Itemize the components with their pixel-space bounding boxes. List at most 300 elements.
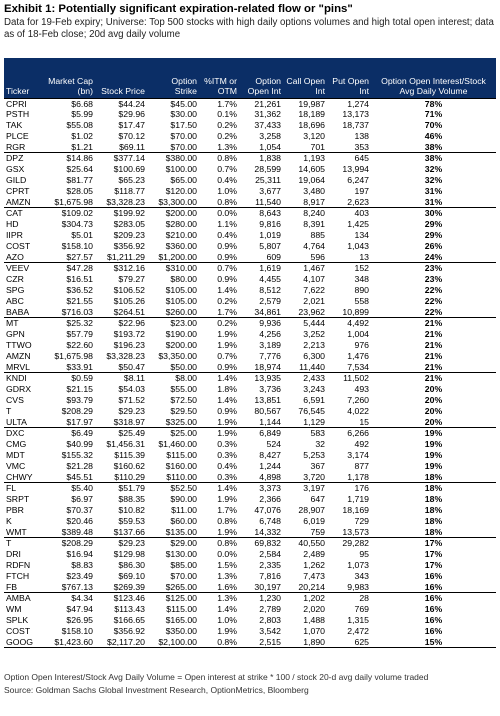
call-open-int-cell: 32 bbox=[315, 439, 325, 450]
put-open-int-cell: 1,476 bbox=[347, 350, 369, 361]
oi-volume-ratio-cell: 70% bbox=[424, 120, 443, 131]
call-open-int-cell: 11,440 bbox=[299, 361, 325, 372]
call-open-int-cell: 18,696 bbox=[298, 120, 325, 131]
market-cap-cell: $158.10 bbox=[61, 240, 93, 251]
market-cap-cell: $767.13 bbox=[61, 581, 93, 592]
oi-volume-ratio-cell: 18% bbox=[424, 494, 443, 505]
market-cap-cell: $208.29 bbox=[61, 405, 93, 416]
option-open-int-cell: 6,748 bbox=[259, 515, 281, 526]
put-open-int-cell: 13,573 bbox=[342, 526, 369, 537]
ticker-cell: CHWY bbox=[6, 471, 33, 482]
stock-price-cell: $356.92 bbox=[113, 625, 145, 636]
stock-price-cell: $269.39 bbox=[113, 581, 145, 592]
table-row bbox=[4, 296, 496, 307]
market-cap-cell: $6.68 bbox=[42, 98, 95, 109]
itm-otm-cell: 1.7% bbox=[199, 98, 239, 109]
put-open-int-cell: 13 bbox=[359, 251, 369, 262]
ticker-cell: PSTH bbox=[6, 109, 30, 120]
itm-otm-cell: 1.0% bbox=[217, 185, 237, 196]
table-row bbox=[4, 483, 496, 494]
table-row bbox=[4, 208, 496, 219]
option-open-int-cell: 14,332 bbox=[254, 526, 281, 537]
oi-volume-ratio-cell: 18% bbox=[424, 515, 443, 526]
market-cap-cell: $70.37 bbox=[66, 505, 93, 516]
stock-price-cell: $70.12 bbox=[118, 131, 145, 141]
oi-volume-ratio-cell: 19% bbox=[424, 450, 443, 461]
put-open-int-cell: 729 bbox=[354, 515, 369, 526]
option-strike-cell: $1,200.00 bbox=[158, 251, 197, 262]
table-row bbox=[4, 516, 496, 527]
option-open-int-cell: 2,579 bbox=[259, 295, 281, 306]
table-row bbox=[4, 505, 496, 516]
option-strike-cell: $310.00 bbox=[147, 263, 199, 274]
option-open-int-cell: 1,054 bbox=[259, 141, 281, 152]
market-cap-cell: $25.32 bbox=[42, 318, 95, 329]
market-cap-cell: $1,675.98 bbox=[54, 196, 93, 207]
itm-otm-cell: 0.2% bbox=[217, 120, 237, 131]
table-row bbox=[4, 351, 496, 362]
market-cap-cell: $23.49 bbox=[66, 570, 93, 581]
oi-volume-ratio-cell: 21% bbox=[371, 318, 496, 329]
ticker-cell: HD bbox=[6, 219, 19, 230]
header-cell: Stock Price bbox=[95, 58, 147, 98]
market-cap-cell: $21.15 bbox=[66, 384, 93, 395]
itm-otm-cell: 1.4% bbox=[217, 285, 237, 296]
market-cap-cell: $304.73 bbox=[61, 219, 93, 230]
put-open-int-cell: 3,174 bbox=[347, 450, 369, 461]
put-open-int-cell: 4,492 bbox=[327, 318, 371, 329]
oi-volume-ratio-cell: 23% bbox=[424, 274, 443, 285]
stock-price-cell: $44.24 bbox=[95, 98, 147, 109]
ticker-cell: WMT bbox=[6, 526, 27, 537]
oi-volume-ratio-cell: 21% bbox=[424, 329, 443, 340]
table-row bbox=[4, 384, 496, 395]
put-open-int-cell: 13,173 bbox=[342, 109, 369, 120]
stock-price-cell: $29.23 bbox=[95, 538, 147, 549]
option-strike-cell: $190.00 bbox=[165, 329, 197, 340]
call-open-int-cell: 1,193 bbox=[283, 153, 327, 164]
market-cap-cell: $158.10 bbox=[61, 625, 93, 636]
table-row bbox=[4, 615, 496, 626]
put-open-int-cell: 348 bbox=[354, 274, 369, 285]
oi-volume-ratio-cell: 22% bbox=[424, 306, 443, 317]
put-open-int-cell: 15 bbox=[359, 416, 369, 427]
option-strike-cell: $70.00 bbox=[170, 570, 197, 581]
table-row bbox=[4, 186, 496, 197]
itm-otm-cell: 0.8% bbox=[217, 196, 237, 207]
header-cell: Ticker bbox=[4, 58, 42, 98]
call-open-int-cell: 2,021 bbox=[303, 295, 325, 306]
oi-volume-ratio-cell: 22% bbox=[424, 285, 443, 296]
option-open-int-cell: 37,433 bbox=[254, 120, 281, 131]
option-strike-cell: $105.00 bbox=[165, 295, 197, 306]
put-open-int-cell: 95 bbox=[359, 549, 369, 560]
ticker-cell: MRVL bbox=[6, 361, 30, 372]
market-cap-cell: $1,675.98 bbox=[54, 350, 93, 361]
ticker-cell: SPLK bbox=[6, 615, 29, 625]
put-open-int-cell: 197 bbox=[354, 185, 369, 196]
oi-volume-ratio-cell: 16% bbox=[371, 593, 496, 604]
put-open-int-cell: 493 bbox=[354, 384, 369, 395]
market-cap-cell: $16.51 bbox=[66, 274, 93, 285]
option-strike-cell: $105.00 bbox=[165, 285, 197, 296]
pins-table bbox=[4, 58, 496, 648]
call-open-int-cell: 1,890 bbox=[283, 637, 327, 648]
market-cap-cell: $47.28 bbox=[42, 263, 95, 274]
table-row bbox=[4, 549, 496, 560]
put-open-int-cell: 1,719 bbox=[347, 494, 369, 505]
option-strike-cell: $11.00 bbox=[171, 505, 197, 516]
itm-otm-cell: 0.2% bbox=[199, 318, 239, 329]
itm-otm-cell: 0.1% bbox=[217, 109, 237, 120]
itm-otm-cell: 1.4% bbox=[199, 373, 239, 384]
ticker-cell: K bbox=[6, 515, 12, 526]
call-open-int-cell: 596 bbox=[310, 251, 325, 262]
market-cap-cell: $16.94 bbox=[66, 549, 93, 560]
call-open-int-cell: 5,253 bbox=[303, 450, 325, 461]
market-cap-cell: $45.51 bbox=[66, 471, 93, 482]
ticker-cell: CPRT bbox=[6, 185, 30, 196]
oi-volume-ratio-cell: 30% bbox=[371, 208, 496, 219]
oi-volume-ratio-cell: 20% bbox=[424, 395, 443, 406]
oi-volume-ratio-cell: 26% bbox=[424, 240, 443, 251]
table-row bbox=[4, 604, 496, 615]
oi-volume-ratio-cell: 16% bbox=[424, 604, 443, 615]
table-body bbox=[4, 98, 496, 648]
itm-otm-cell: 0.0% bbox=[217, 549, 237, 560]
stock-price-cell: $25.49 bbox=[95, 428, 147, 439]
option-strike-cell: $350.00 bbox=[165, 625, 197, 636]
ticker-cell: CVS bbox=[6, 395, 24, 406]
ticker-cell: CPRI bbox=[4, 98, 42, 109]
itm-otm-cell: 0.7% bbox=[217, 164, 237, 175]
option-strike-cell: $29.50 bbox=[170, 405, 197, 416]
table-row bbox=[4, 98, 496, 109]
market-cap-cell: $5.01 bbox=[71, 230, 93, 241]
option-strike-cell: $90.00 bbox=[170, 494, 197, 505]
market-cap-cell: $81.77 bbox=[66, 175, 93, 186]
table-row bbox=[4, 285, 496, 296]
oi-volume-ratio-cell: 32% bbox=[424, 164, 443, 175]
table-row bbox=[4, 494, 496, 505]
option-strike-cell: $72.50 bbox=[170, 395, 197, 406]
put-open-int-cell: 4,022 bbox=[347, 405, 369, 416]
put-open-int-cell: 1,315 bbox=[347, 615, 369, 625]
itm-otm-cell: 0.4% bbox=[217, 460, 237, 471]
option-open-int-cell: 1,230 bbox=[239, 593, 283, 604]
stock-price-cell: $377.14 bbox=[95, 153, 147, 164]
option-open-int-cell: 2,366 bbox=[259, 494, 281, 505]
oi-volume-ratio-cell: 24% bbox=[424, 251, 443, 262]
call-open-int-cell: 7,473 bbox=[303, 570, 325, 581]
stock-price-cell: $312.16 bbox=[95, 263, 147, 274]
table-row bbox=[4, 164, 496, 175]
stock-price-cell: $123.46 bbox=[95, 593, 147, 604]
call-open-int-cell: 19,064 bbox=[298, 175, 325, 186]
option-open-int-cell: 1,838 bbox=[239, 153, 283, 164]
market-cap-cell: $389.48 bbox=[61, 526, 93, 537]
option-strike-cell: $200.00 bbox=[165, 340, 197, 351]
option-strike-cell: $380.00 bbox=[147, 153, 199, 164]
call-open-int-cell: 1,262 bbox=[303, 560, 325, 571]
header-cell: Put Open Int bbox=[327, 58, 371, 98]
oi-volume-ratio-cell: 19% bbox=[424, 460, 443, 471]
table-row bbox=[4, 461, 496, 472]
option-open-int-cell: 9,936 bbox=[239, 318, 283, 329]
option-open-int-cell: 18,974 bbox=[254, 361, 281, 372]
itm-otm-cell: 1.4% bbox=[217, 395, 237, 406]
stock-price-cell: $1,211.29 bbox=[106, 251, 145, 262]
put-open-int-cell: 645 bbox=[327, 153, 371, 164]
option-strike-cell: $1,460.00 bbox=[158, 439, 197, 450]
market-cap-cell: $6.49 bbox=[42, 428, 95, 439]
option-strike-cell: $23.00 bbox=[147, 318, 199, 329]
option-open-int-cell: 4,256 bbox=[259, 329, 281, 340]
call-open-int-cell: 3,243 bbox=[303, 384, 325, 395]
put-open-int-cell: 7,534 bbox=[347, 361, 369, 372]
call-open-int-cell: 6,591 bbox=[303, 395, 325, 406]
option-open-int-cell: 609 bbox=[266, 251, 281, 262]
option-strike-cell: $70.00 bbox=[170, 131, 197, 141]
oi-volume-ratio-cell: 31% bbox=[424, 185, 443, 196]
stock-price-cell: $100.69 bbox=[113, 164, 145, 175]
ticker-cell: DPZ bbox=[4, 153, 42, 164]
stock-price-cell: $110.29 bbox=[114, 471, 145, 482]
market-cap-cell: $36.52 bbox=[66, 285, 93, 296]
call-open-int-cell: 3,120 bbox=[303, 131, 325, 141]
stock-price-cell: $86.30 bbox=[118, 560, 145, 571]
option-open-int-cell: 3,258 bbox=[259, 131, 281, 141]
option-open-int-cell: 11,540 bbox=[255, 196, 281, 207]
market-cap-cell: $55.08 bbox=[66, 120, 93, 131]
option-strike-cell: $29.00 bbox=[147, 538, 199, 549]
itm-otm-cell: 1.9% bbox=[199, 428, 239, 439]
market-cap-cell: $155.32 bbox=[61, 450, 93, 461]
itm-otm-cell: 0.8% bbox=[199, 538, 239, 549]
itm-otm-cell: 0.8% bbox=[217, 515, 237, 526]
call-open-int-cell: 76,545 bbox=[298, 405, 325, 416]
oi-volume-ratio-cell: 17% bbox=[424, 549, 443, 560]
ticker-cell: ABC bbox=[6, 295, 24, 306]
stock-price-cell: $264.51 bbox=[113, 306, 145, 317]
oi-volume-ratio-cell: 17% bbox=[371, 538, 496, 549]
table-row bbox=[4, 450, 496, 461]
oi-volume-ratio-cell: 15% bbox=[371, 637, 496, 648]
itm-otm-cell: 0.8% bbox=[199, 153, 239, 164]
option-open-int-cell: 3,189 bbox=[259, 340, 281, 351]
option-strike-cell: $210.00 bbox=[165, 230, 197, 241]
table-row bbox=[4, 406, 496, 417]
ticker-cell: TAK bbox=[6, 120, 23, 131]
itm-otm-cell: 0.2% bbox=[217, 295, 237, 306]
stock-price-cell: $3,328.23 bbox=[106, 196, 145, 207]
ticker-cell: T bbox=[4, 538, 42, 549]
option-strike-cell: $360.00 bbox=[165, 240, 197, 251]
itm-otm-cell: 0.7% bbox=[217, 350, 237, 361]
table-row bbox=[4, 626, 496, 637]
ticker-cell: SRPT bbox=[6, 494, 30, 505]
itm-otm-cell: 0.9% bbox=[217, 274, 237, 285]
itm-otm-cell: 0.7% bbox=[199, 263, 239, 274]
itm-otm-cell: 1.4% bbox=[199, 483, 239, 494]
call-open-int-cell: 3,720 bbox=[303, 471, 325, 482]
call-open-int-cell: 759 bbox=[310, 526, 325, 537]
market-cap-cell: $208.29 bbox=[42, 538, 95, 549]
ticker-cell: TTWO bbox=[6, 340, 32, 351]
stock-price-cell: $65.23 bbox=[118, 175, 145, 186]
stock-price-cell: $196.23 bbox=[113, 340, 145, 351]
call-open-int-cell: 2,020 bbox=[303, 604, 325, 615]
market-cap-cell: $14.86 bbox=[42, 153, 95, 164]
call-open-int-cell: 7,622 bbox=[303, 285, 325, 296]
option-open-int-cell: 2,584 bbox=[259, 549, 281, 560]
oi-volume-ratio-cell: 23% bbox=[371, 263, 496, 274]
itm-otm-cell: 0.3% bbox=[217, 450, 237, 461]
stock-price-cell: $71.52 bbox=[118, 395, 145, 406]
call-open-int-cell: 3,197 bbox=[283, 483, 327, 494]
header-cell: Call Open Int bbox=[283, 58, 327, 98]
option-strike-cell: $45.00 bbox=[147, 98, 199, 109]
call-open-int-cell: 6,019 bbox=[303, 515, 325, 526]
put-open-int-cell: 29,282 bbox=[327, 538, 371, 549]
option-open-int-cell: 2,789 bbox=[259, 604, 281, 615]
option-strike-cell: $130.00 bbox=[165, 549, 197, 560]
put-open-int-cell: 152 bbox=[327, 263, 371, 274]
table-row bbox=[4, 142, 496, 153]
oi-volume-ratio-cell: 18% bbox=[424, 505, 443, 516]
call-open-int-cell: 1,488 bbox=[303, 615, 325, 625]
oi-volume-ratio-cell: 78% bbox=[371, 98, 496, 109]
market-cap-cell: $5.99 bbox=[71, 109, 93, 120]
call-open-int-cell: 3,252 bbox=[303, 329, 325, 340]
stock-price-cell: $199.92 bbox=[95, 208, 147, 219]
put-open-int-cell: 1,073 bbox=[347, 560, 369, 571]
stock-price-cell: $29.23 bbox=[118, 405, 145, 416]
oi-volume-ratio-cell: 16% bbox=[424, 570, 443, 581]
stock-price-cell: $88.35 bbox=[118, 494, 145, 505]
put-open-int-cell: 890 bbox=[354, 285, 369, 296]
option-strike-cell: $60.00 bbox=[170, 515, 197, 526]
stock-price-cell: $50.47 bbox=[118, 361, 145, 372]
call-open-int-cell: 1,202 bbox=[283, 593, 327, 604]
stock-price-cell: $69.10 bbox=[118, 570, 145, 581]
exhibit-subtitle: Data for 19-Feb expiry; Universe: Top 500 stocks with high daily options volumes and high total open interest; data as of 18-Feb close; 20d avg daily volume bbox=[4, 17, 494, 40]
oi-volume-ratio-cell: 21% bbox=[371, 373, 496, 384]
stock-price-cell: $160.62 bbox=[113, 460, 145, 471]
option-strike-cell: $17.50 bbox=[170, 120, 197, 131]
stock-price-cell: $3,328.23 bbox=[106, 350, 145, 361]
call-open-int-cell: 2,489 bbox=[303, 549, 325, 560]
call-open-int-cell: 885 bbox=[310, 230, 325, 241]
table-row bbox=[4, 538, 496, 549]
source-note: Source: Goldman Sachs Global Investment Research, OptionMetrics, Bloomberg bbox=[4, 685, 309, 695]
itm-otm-cell: 1.5% bbox=[217, 560, 237, 571]
oi-volume-ratio-cell: 22% bbox=[424, 295, 443, 306]
oi-volume-ratio-cell: 71% bbox=[424, 109, 443, 120]
put-open-int-cell: 9,983 bbox=[347, 581, 369, 592]
market-cap-cell: $93.79 bbox=[66, 395, 93, 406]
stock-price-cell: $209.23 bbox=[113, 230, 145, 241]
option-strike-cell: $260.00 bbox=[165, 306, 197, 317]
table-row bbox=[4, 428, 496, 439]
table-row bbox=[4, 120, 496, 131]
header-cell: Option Open Interest/Stock Avg Daily Volume bbox=[371, 58, 496, 98]
ticker-cell: DRI bbox=[6, 549, 21, 560]
itm-otm-cell: 1.9% bbox=[217, 625, 237, 636]
market-cap-cell: $4.34 bbox=[42, 593, 95, 604]
call-open-int-cell: 5,444 bbox=[283, 318, 327, 329]
call-open-int-cell: 3,480 bbox=[303, 185, 325, 196]
oi-volume-ratio-cell: 18% bbox=[424, 471, 443, 482]
option-open-int-cell: 1,244 bbox=[259, 460, 281, 471]
option-strike-cell: $8.00 bbox=[147, 373, 199, 384]
call-open-int-cell: 8,917 bbox=[303, 196, 325, 207]
put-open-int-cell: 353 bbox=[354, 141, 369, 152]
option-strike-cell: $115.00 bbox=[166, 450, 197, 461]
stock-price-cell: $2,117.20 bbox=[95, 637, 147, 648]
oi-volume-ratio-cell: 19% bbox=[424, 439, 443, 450]
ticker-cell: GOOG bbox=[4, 637, 42, 648]
stock-price-cell: $137.66 bbox=[113, 526, 145, 537]
ticker-cell: PBR bbox=[6, 505, 24, 516]
put-open-int-cell: 558 bbox=[354, 295, 369, 306]
ticker-cell: FB bbox=[6, 581, 18, 592]
call-open-int-cell: 2,213 bbox=[303, 340, 325, 351]
header-cell: %ITM or OTM bbox=[199, 58, 239, 98]
oi-volume-ratio-cell: 38% bbox=[424, 141, 443, 152]
market-cap-cell: $57.79 bbox=[66, 329, 93, 340]
table-row bbox=[4, 527, 496, 538]
ticker-cell: RGR bbox=[6, 141, 26, 152]
put-open-int-cell: 403 bbox=[327, 208, 371, 219]
itm-otm-cell: 0.3% bbox=[217, 471, 237, 482]
ticker-cell: MT bbox=[4, 318, 42, 329]
market-cap-cell: $28.05 bbox=[66, 185, 93, 196]
ticker-cell: CAT bbox=[4, 208, 42, 219]
put-open-int-cell: 10,899 bbox=[342, 306, 369, 317]
call-open-int-cell: 2,433 bbox=[283, 373, 327, 384]
option-strike-cell: $30.00 bbox=[170, 109, 197, 120]
option-strike-cell: $280.00 bbox=[165, 219, 197, 230]
put-open-int-cell: 18,737 bbox=[342, 120, 369, 131]
oi-volume-ratio-cell: 16% bbox=[424, 625, 443, 636]
table-row bbox=[4, 318, 496, 329]
oi-volume-ratio-cell: 19% bbox=[371, 428, 496, 439]
itm-otm-cell: 1.3% bbox=[199, 593, 239, 604]
itm-otm-cell: 1.4% bbox=[217, 604, 237, 615]
put-open-int-cell: 877 bbox=[354, 460, 369, 471]
put-open-int-cell: 28 bbox=[327, 593, 371, 604]
option-strike-cell: $3,350.00 bbox=[158, 350, 197, 361]
option-open-int-cell: 524 bbox=[266, 439, 281, 450]
put-open-int-cell: 976 bbox=[354, 340, 369, 351]
stock-price-cell: $356.92 bbox=[113, 240, 145, 251]
market-cap-cell: $20.46 bbox=[66, 515, 93, 526]
market-cap-cell: $1,423.60 bbox=[42, 637, 95, 648]
option-open-int-cell: 5,807 bbox=[259, 240, 281, 251]
market-cap-cell: $17.97 bbox=[66, 416, 93, 427]
oi-volume-ratio-cell: 21% bbox=[424, 350, 443, 361]
ticker-cell: AMBA bbox=[4, 593, 42, 604]
table-row bbox=[4, 307, 496, 318]
stock-price-cell: $69.11 bbox=[119, 141, 145, 152]
option-strike-cell: $70.00 bbox=[170, 141, 197, 152]
ticker-cell: MDT bbox=[6, 450, 25, 461]
ticker-cell: GDRX bbox=[6, 384, 32, 395]
call-open-int-cell: 1,129 bbox=[303, 416, 325, 427]
itm-otm-cell: 0.9% bbox=[217, 361, 237, 372]
table-row bbox=[4, 329, 496, 340]
